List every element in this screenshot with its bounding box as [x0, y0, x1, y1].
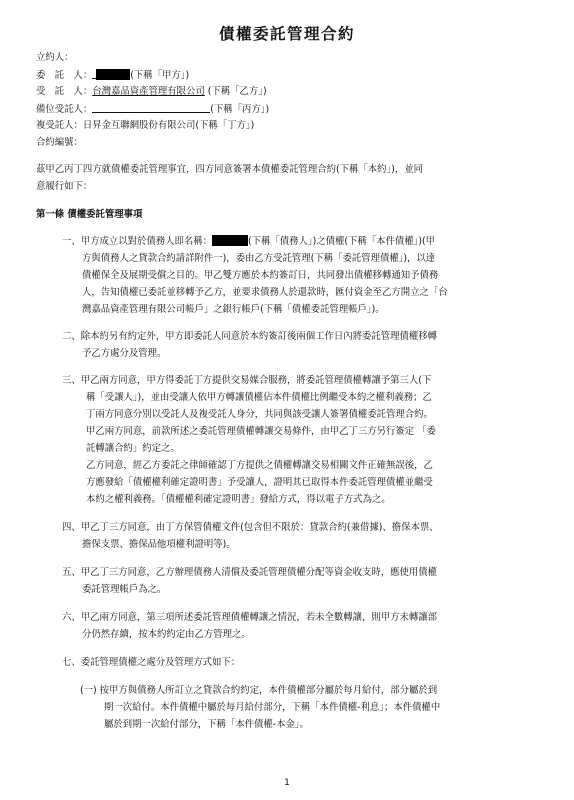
- clause-2-line: 二、除本約另有約定外，甲方即委託人同意於本約簽訂後兩個工作日內將委託管理債權移轉: [62, 331, 438, 342]
- clause-3-line: 稱「受讓人」)，並由受讓人依甲方轉讓債權佔本件債權比例繼受本約之權利義務；乙: [86, 392, 432, 403]
- clause-3-line: 託轉讓合約」約定之。: [86, 443, 180, 454]
- party-sub-trustee: 複受託人：日昇金互聯網股份有限公司(下稱「丁方」): [36, 120, 255, 131]
- party-trustee-label: 受 託 人：: [36, 86, 93, 97]
- party-principal-suffix: (下稱「甲方」): [130, 70, 190, 81]
- article-1-heading: 第一條 債權委託管理事項: [36, 209, 143, 220]
- contract-number: 合約編號：: [36, 137, 83, 148]
- document-title: 債權委託管理合約: [218, 25, 355, 43]
- clause-5-line: 五、甲乙丁三方同意，乙方辦理債務人清償及委託管理債權分配等資金收支時，應使用債權: [62, 567, 438, 578]
- clause-1-line: 灣嘉品資產管理有限公司帳戶」之銀行帳戶(下稱「債權委託管理帳戶」)。: [82, 304, 385, 315]
- parties-heading: 立約人：: [36, 52, 74, 63]
- clause-1-line: 方與債務人之貸款合約請詳附件一)，委由乙方受託管理(下稱「委託管理債權」)，以達: [82, 253, 436, 264]
- clause-1-line: 債權保全及展期受償之目的。甲乙雙方應於本約簽訂日，共同發出債權移轉通知予債務: [82, 270, 439, 281]
- clause-4-line: 四、甲乙丁三方同意，由丁方保管債權文件(包含但不限於：貸款合約(兼借據)、擔保本票、: [62, 522, 439, 533]
- party-trustee-suffix: (下稱「乙方」): [204, 86, 267, 97]
- clause-1-line: 人，告知債權已委託並移轉予乙方，並要求債務人於還款時，匯付資金至乙方開立之「台: [82, 287, 448, 298]
- party-backup-label: 備位受託人：: [36, 104, 93, 115]
- party-backup-blank: [92, 102, 210, 113]
- clause-3-line: 本約之權利義務。「債權權利確定證明書」發給方式，得以電子方式為之。: [86, 494, 391, 505]
- party-principal: [36, 68, 189, 82]
- clause-3-line: 三、甲乙兩方同意，甲方得委託丁方提供交易媒合服務，將委託管理債權轉讓予第三人(下: [62, 375, 432, 386]
- redacted-block: [212, 235, 248, 246]
- clause-1-line: [62, 235, 435, 248]
- page-number: 1: [284, 778, 290, 788]
- clause-1-text-b: (下稱「債務人」)之債權(下稱「本件債權」)(甲: [248, 236, 436, 247]
- clause-2-line: 予乙方處分及管理。: [82, 348, 167, 359]
- party-backup-trustee: [36, 102, 269, 116]
- clause-4-line: 擔保支票、擔保品他項權利證明等)。: [82, 539, 236, 550]
- clause-3-line: 丁兩方同意分別以受託人及複受託人身分，共同與該受讓人簽署債權委託管理合約。: [86, 409, 433, 420]
- clause-3-line: 方應發給「債權權利確定證明書」予受讓人，證明其已取得本件委託管理債權並繼受: [86, 477, 433, 488]
- party-backup-suffix: (下稱「丙方」): [210, 104, 270, 115]
- clause-7-heading: 七、委託管理債權之處分及管理方式如下：: [62, 657, 241, 668]
- party-trustee: [36, 85, 267, 98]
- clause-7-1-line: 屬於到期一次給付部分，下稱「本件債權-本金」。: [104, 719, 309, 730]
- clause-6-line: 六、甲乙兩方同意，第三項所述委託管理債權轉讓之情況，若未全數轉讓，則甲方未轉讓部: [62, 612, 438, 623]
- clause-7-1-line: 期一次給付。本件債權中屬於每月給付部分，下稱「本件債權-利息」；本件債權中: [104, 702, 441, 713]
- preamble-line: 意履行如下：: [36, 181, 93, 192]
- clause-5-line: 委託管理帳戶為之。: [82, 584, 167, 595]
- clause-3-line: 乙方同意，經乙方委託之律師確認丁方提供之債權轉讓交易相關文件正確無誤後，乙: [86, 460, 433, 471]
- preamble-line: 茲甲乙丙丁四方就債權委託管理事宜，四方同意簽署本債權委託管理合約(下稱「本約」)，並同: [36, 164, 423, 175]
- clause-7-1-line: (一) 按甲方與債務人所訂立之貸款合約約定，本件債權部分屬於每月給付，部分屬於到: [80, 685, 438, 696]
- clause-1-text-a: 一、甲方成立以對於債務人即名稱：: [62, 236, 213, 247]
- redacted-block: [96, 69, 130, 80]
- party-trustee-name: 台灣嘉品資產管理有限公司: [92, 86, 205, 97]
- party-principal-label: 委 託 人：: [36, 70, 93, 81]
- clause-3-line: 甲乙兩方同意，前款所述之委託管理債權轉讓交易條件，由甲乙丁三方另行簽定 「委: [86, 426, 436, 437]
- clause-6-line: 分仍然存續，按本約約定由乙方管理之。: [82, 629, 251, 640]
